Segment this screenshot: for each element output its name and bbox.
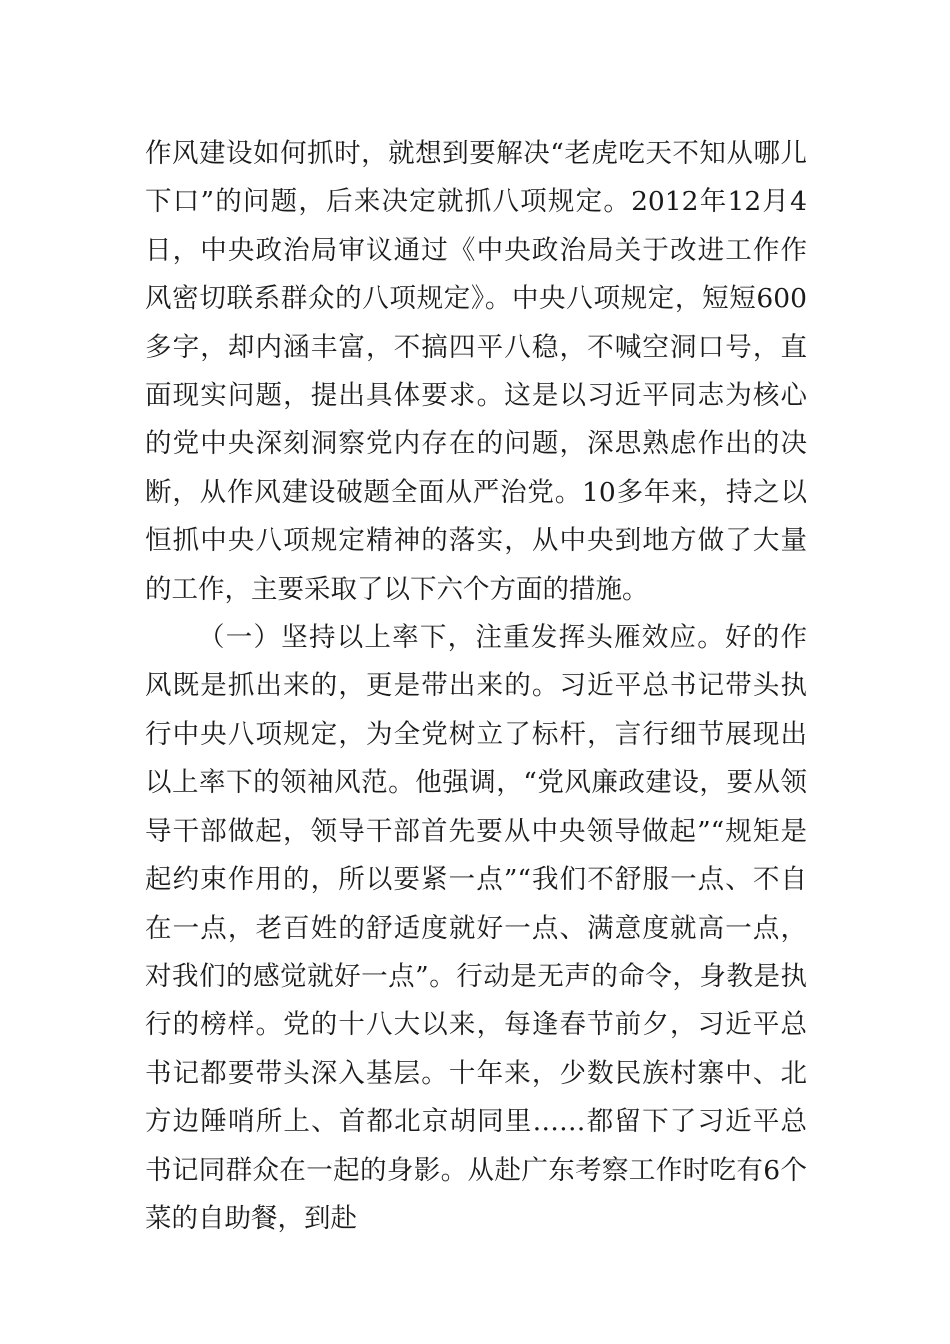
paragraph-continued: 作风建设如何抓时，就想到要解决“老虎吃天不知从哪儿下口”的问题，后来决定就抓八项规定。2012年12月4日，中央政治局审议通过《中央政治局关于改进工作作风密切联系群众的八项规定》。中央八项规定，短短600多字，却内涵丰富，不搞四平八稳，不喊空洞口号，直面现实问题，提出具体要求。这是以习近平同志为核心的党中央深刻洞察党内存在的问题，深思熟虑作出的决断，从作风建设破题全面从严治党。10多年来，持之以恒抓中央八项规定精神的落实，从中央到地方做了大量的工作，主要采取了以下六个方面的措施。 bbox=[145, 138, 807, 605]
paragraph-section-one: （一）坚持以上率下，注重发挥头雁效应。好的作风既是抓出来的，更是带出来的。习近平总书记带头执行中央八项规定，为全党树立了标杆，言行细节展现出以上率下的领袖风范。他强调，“党风廉政建设，要从领导干部做起，领导干部首先要从中央领导做起”“规矩是起约束作用的，所以要紧一点”“我们不舒服一点、不自在一点，老百姓的舒适度就好一点、满意度就高一点，对我们的感觉就好一点”。行动是无声的命令，身教是执行的榜样。党的十八大以来，每逢春节前夕，习近平总书记都要带头深入基层。十年来，少数民族村寨中、北方边陲哨所上、首都北京胡同里……都留下了习近平总书记同群众在一起的身影。从赴广东考察工作时吃有6个菜的自助餐，到赴 bbox=[145, 622, 807, 1234]
body-text bbox=[145, 130, 807, 1243]
